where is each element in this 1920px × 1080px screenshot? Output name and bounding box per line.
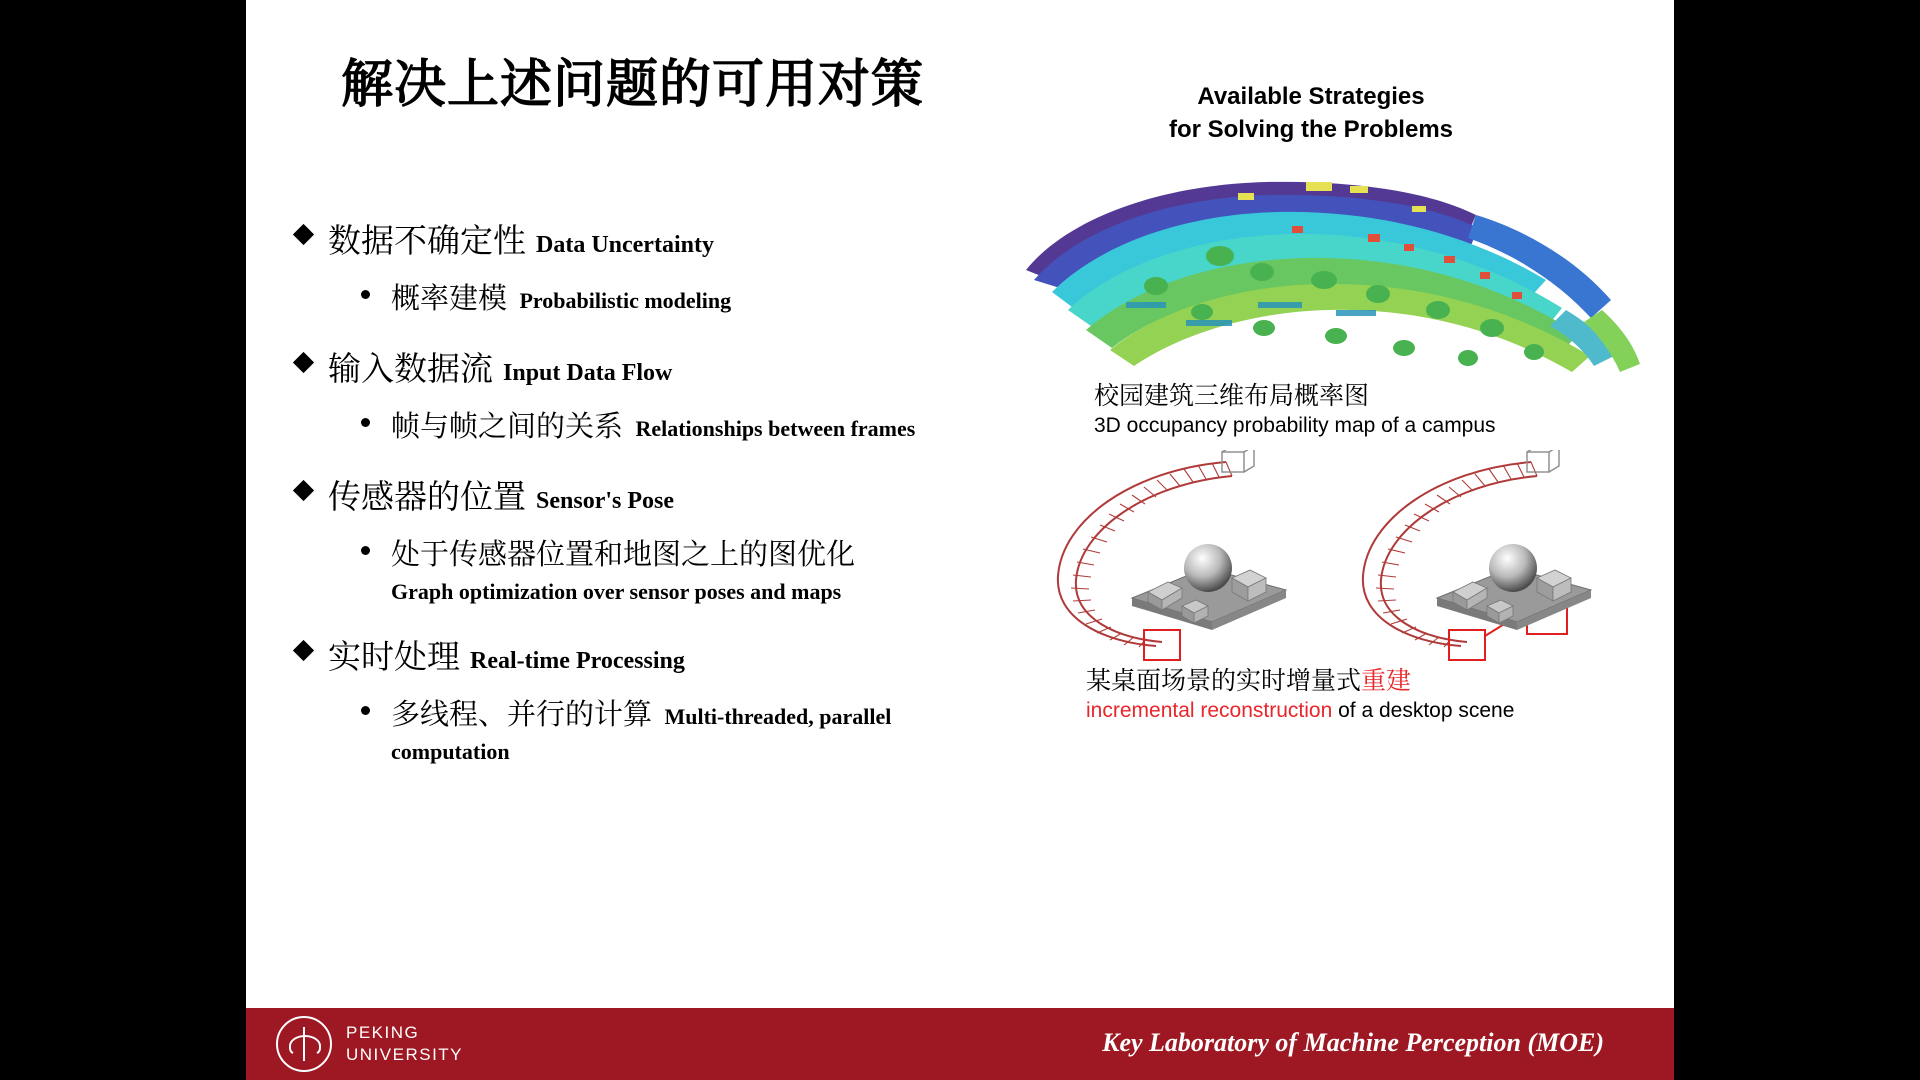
- university-logo-text: [346, 1022, 463, 1066]
- sub-bullet-item-1-en: Probabilistic modeling: [519, 288, 732, 313]
- peking-university-seal-icon: [276, 1016, 332, 1072]
- dot-bullet-icon: [361, 706, 370, 715]
- sub-bullet-item-2: [266, 404, 1116, 445]
- sub-bullet-item-3: [266, 532, 1116, 605]
- bullet-item-2-en: Input Data Flow: [503, 360, 673, 386]
- sub-bullet-item-3-cn: 处于传感器位置和地图之上的图优化: [391, 539, 856, 571]
- sub-bullet-item-1: [266, 276, 1116, 317]
- sub-bullet-item-4-en-cont: computation: [391, 739, 510, 764]
- desktop-reconstruction-figure: [1036, 450, 1656, 665]
- figure2-caption-cn: [1086, 665, 1514, 697]
- sub-bullet-item-4-en: Multi-threaded, parallel: [664, 704, 892, 729]
- dot-bullet-icon: [361, 546, 370, 555]
- page-title-english: [1101, 80, 1521, 146]
- bullet-item-1-cn: 数据不确定性: [328, 224, 526, 260]
- bullet-list: [266, 215, 1116, 791]
- bullet-item-4: [266, 631, 1116, 678]
- figure1-caption: [1094, 380, 1496, 440]
- bullet-item-2: [266, 343, 1116, 390]
- bullet-item-3: [266, 471, 1116, 518]
- university-logo-line1: PEKING: [346, 1023, 420, 1042]
- desktop-reconstruction-svg: [1036, 450, 1656, 665]
- campus-pointcloud-svg: [1006, 160, 1646, 400]
- sub-bullet-item-2-en: Relationships between frames: [635, 416, 916, 441]
- university-logo: [276, 1016, 463, 1072]
- figure2-caption-en-highlight: incremental reconstruction: [1086, 699, 1333, 722]
- figure2-caption-cn-pre: 某桌面场景的实时增量式: [1086, 667, 1362, 695]
- figure1-caption-cn: 校园建筑三维布局概率图: [1094, 382, 1370, 410]
- figure2-caption-en-post: of a desktop scene: [1332, 699, 1515, 722]
- bullet-item-3-cn: 传感器的位置: [328, 480, 526, 516]
- page-title-english-line1: Available Strategies: [1197, 83, 1425, 110]
- diamond-bullet-icon: [293, 640, 314, 661]
- dot-bullet-icon: [361, 290, 370, 299]
- bullet-item-1-en: Data Uncertainty: [536, 232, 714, 258]
- bullet-item-4-cn: 实时处理: [328, 640, 460, 676]
- diamond-bullet-icon: [293, 480, 314, 501]
- university-logo-line2: UNIVERSITY: [346, 1045, 464, 1064]
- dot-bullet-icon: [361, 418, 370, 427]
- bullet-item-1: [266, 215, 1116, 262]
- diamond-bullet-icon: [293, 224, 314, 245]
- sub-bullet-item-4-cn: 多线程、并行的计算: [391, 699, 653, 731]
- page-title-chinese: 解决上述问题的可用对策: [341, 56, 925, 114]
- footer-lab-name: Key Laboratory of Machine Perception (MOE): [1102, 1028, 1604, 1057]
- bullet-item-3-en: Sensor's Pose: [536, 488, 674, 514]
- page-title-english-line2: for Solving the Problems: [1168, 116, 1454, 143]
- slide-canvas: [246, 0, 1674, 1080]
- sub-bullet-item-3-en: Graph optimization over sensor poses and maps: [391, 579, 842, 604]
- bullet-item-2-cn: 输入数据流: [328, 352, 493, 388]
- sub-bullet-item-4: [266, 692, 1116, 765]
- campus-pointcloud-figure: [1006, 160, 1646, 400]
- sub-bullet-item-2-cn: 帧与帧之间的关系: [391, 411, 624, 443]
- figure1-caption-en: 3D occupancy probability map of a campus: [1094, 414, 1496, 437]
- diamond-bullet-icon: [293, 352, 314, 373]
- figure2-caption-en: [1086, 697, 1514, 725]
- figure2-caption: [1086, 665, 1514, 725]
- sub-bullet-item-1-cn: 概率建模: [391, 283, 508, 315]
- figure2-caption-cn-highlight: 重建: [1361, 667, 1412, 695]
- footer-bar: [246, 1008, 1674, 1080]
- bullet-item-4-en: Real-time Processing: [470, 648, 685, 674]
